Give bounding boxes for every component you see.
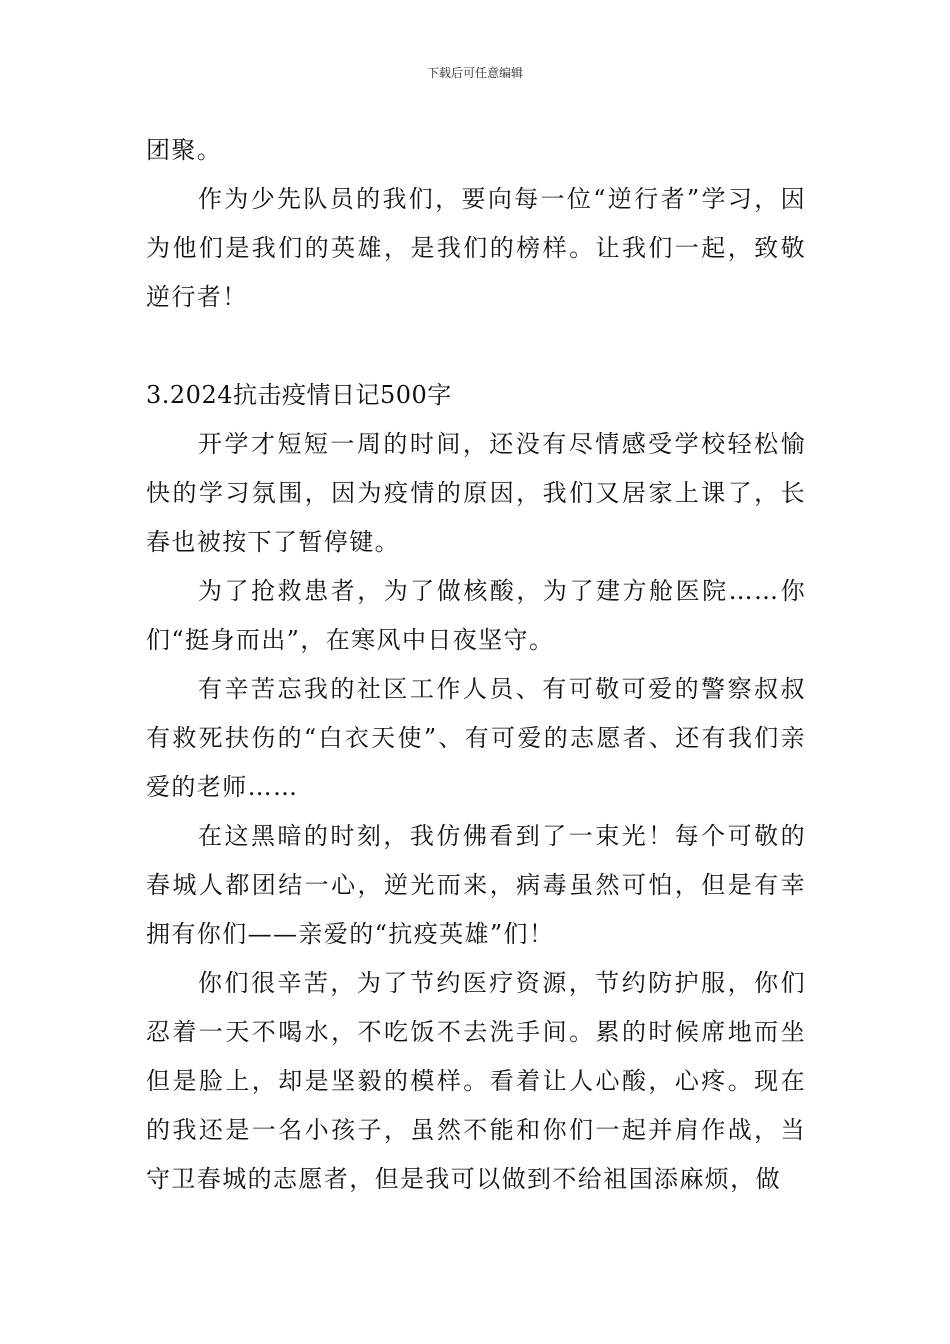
paragraph-1: 开学才短短一周的时间，还没有尽情感受学校轻松愉快的学习氛围，因为疫情的原因，我们又居家上课了，长春也被按下了暂停键。: [146, 430, 806, 556]
page-header-note: 下载后可任意编辑: [426, 66, 523, 80]
paragraph-5: 你们很辛苦，为了节约医疗资源，节约防护服，你们忍着一天不喝水，不吃饭不去洗手间。累的时候席地而坐但是脸上，却是坚毅的模样。看着让人心酸，心疼。现在的我还是一名小孩子，虽然不能和你们一起并肩作战，当守卫春城的志愿者，但是我可以做到不给祖国添麻烦，做: [146, 969, 806, 1193]
section-heading: 3.2024抗击疫情日记500字: [146, 381, 452, 409]
previous-paragraph-tail: 团聚。: [146, 136, 223, 164]
document-body: [146, 126, 806, 1204]
section-spacer: [146, 322, 806, 371]
paragraph-2: 为了抢救患者，为了做核酸，为了建方舱医院……你们“挺身而出”，在寒风中日夜坚守。: [146, 577, 806, 654]
previous-paragraph: 作为少先队员的我们，要向每一位“逆行者”学习，因为他们是我们的英雄，是我们的榜样。让我们一起，致敬逆行者！: [146, 185, 806, 311]
paragraph-4: 在这黑暗的时刻，我仿佛看到了一束光！每个可敬的春城人都团结一心，逆光而来，病毒虽然可怕，但是有幸拥有你们——亲爱的“抗疫英雄”们！: [146, 822, 806, 948]
paragraph-3: 有辛苦忘我的社区工作人员、有可敬可爱的警察叔叔有救死扶伤的“白衣天使”、有可爱的志愿者、还有我们亲爱的老师……: [146, 675, 806, 801]
